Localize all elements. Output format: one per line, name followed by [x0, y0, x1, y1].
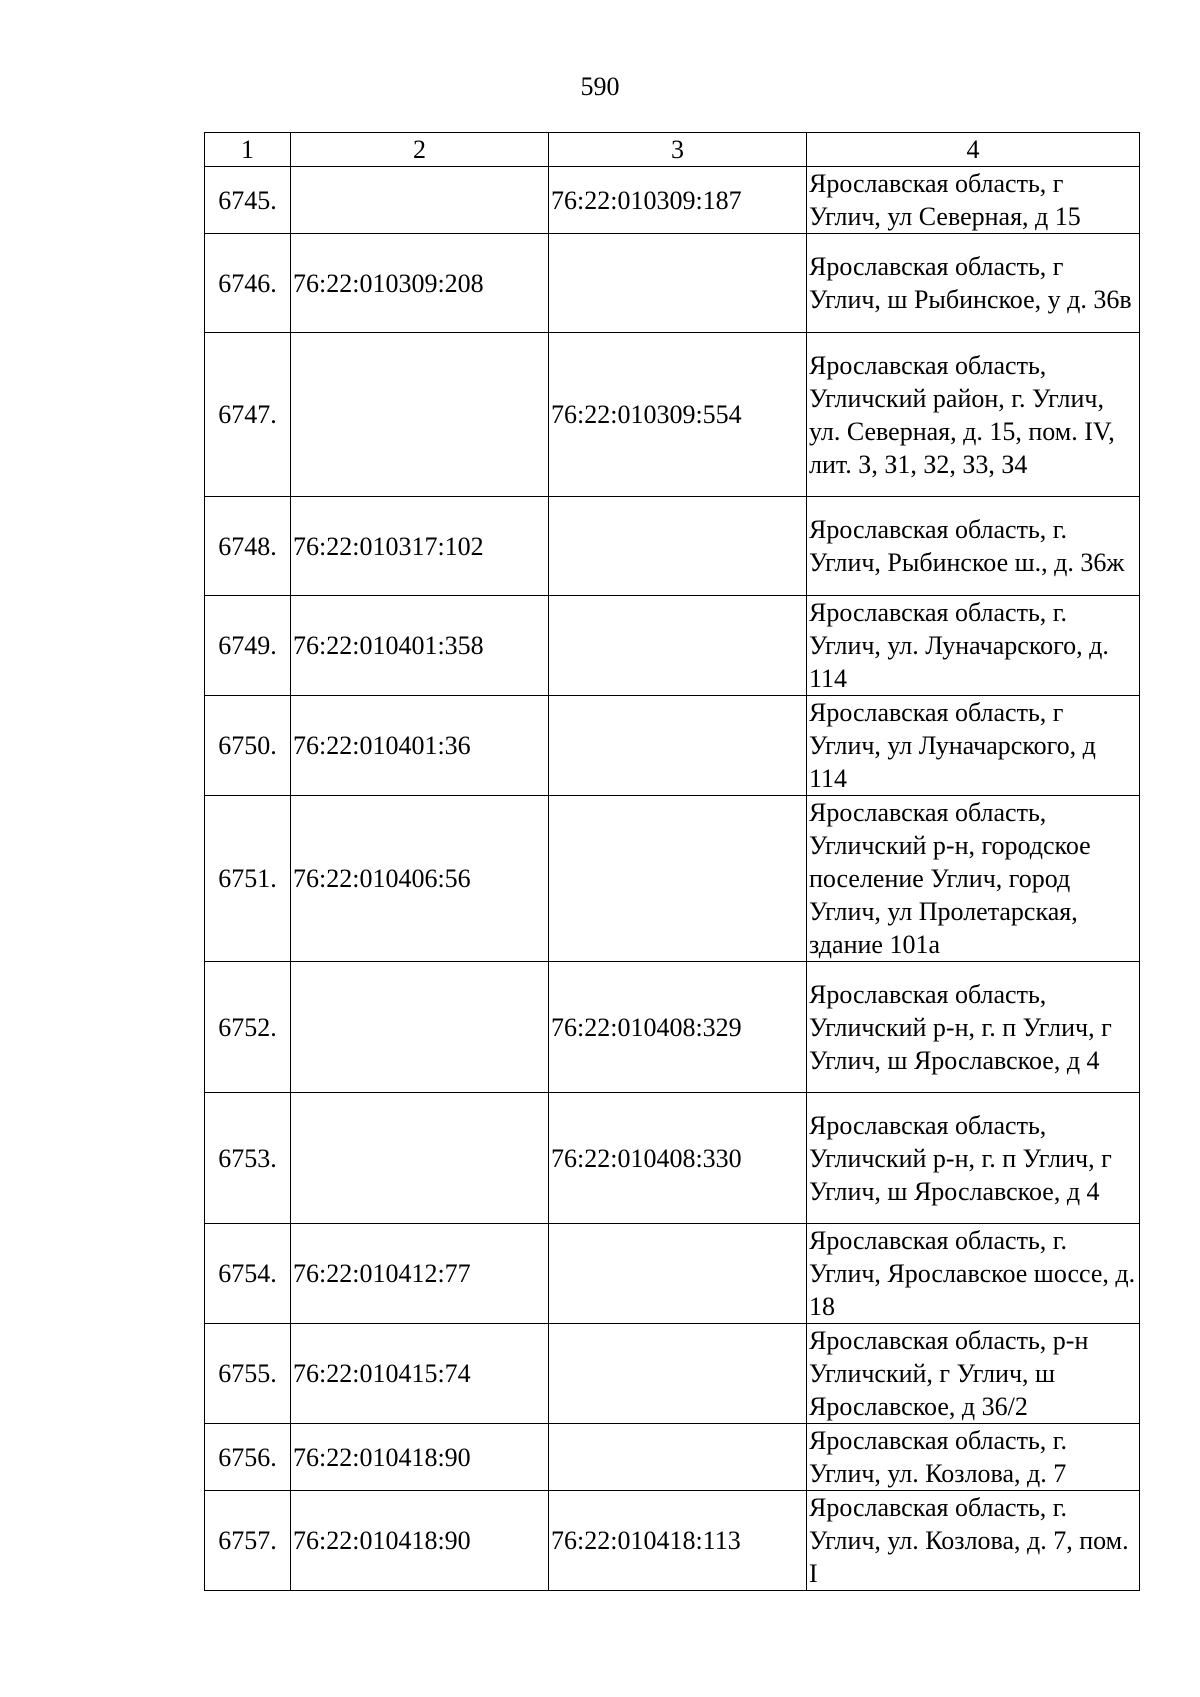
- address-cell: Ярославская область, Угличский р-н, г. п Углич, г Углич, ш Ярославское, д 4: [807, 962, 1140, 1093]
- cadastral-number-col3: [549, 796, 807, 962]
- table-row: [205, 333, 1140, 497]
- row-number: 6749.: [205, 596, 291, 696]
- row-number: 6750.: [205, 696, 291, 796]
- address-cell: Ярославская область, г Углич, ул Северная, д 15: [807, 167, 1140, 234]
- row-number: 6754.: [205, 1224, 291, 1324]
- header-cell-4: 4: [807, 133, 1140, 167]
- cadastral-number-col2: 76:22:010415:74: [291, 1324, 549, 1424]
- row-number: 6746.: [205, 234, 291, 333]
- cadastral-number-col2: 76:22:010406:56: [291, 796, 549, 962]
- page-number: 590: [580, 72, 620, 101]
- row-number: 6753.: [205, 1093, 291, 1224]
- cadastral-number-col2: [291, 962, 549, 1093]
- cadastral-number-col2: [291, 333, 549, 497]
- cadastral-number-col3: [549, 234, 807, 333]
- cadastral-number-col3: [549, 696, 807, 796]
- header-row: [205, 133, 1140, 167]
- address-cell: Ярославская область, г. Углич, ул. Луначарского, д. 114: [807, 596, 1140, 696]
- cadastral-number-col2: 76:22:010418:90: [291, 1491, 549, 1591]
- row-number: 6755.: [205, 1324, 291, 1424]
- row-number: 6756.: [205, 1424, 291, 1491]
- address-cell: Ярославская область, г. Углич, ул. Козлова, д. 7: [807, 1424, 1140, 1491]
- table-row: [205, 696, 1140, 796]
- table-row: [205, 596, 1140, 696]
- table-row: [205, 1491, 1140, 1591]
- row-number: 6747.: [205, 333, 291, 497]
- address-cell: Ярославская область, г. Углич, Ярославское шоссе, д. 18: [807, 1224, 1140, 1324]
- table-row: [205, 234, 1140, 333]
- cadastral-number-col2: 76:22:010309:208: [291, 234, 549, 333]
- cadastral-number-col2: 76:22:010418:90: [291, 1424, 549, 1491]
- cadastral-number-col3: 76:22:010309:554: [549, 333, 807, 497]
- row-number: 6745.: [205, 167, 291, 234]
- cadastral-number-col3: [549, 1224, 807, 1324]
- address-cell: Ярославская область, Угличский район, г. Углич, ул. Северная, д. 15, пом. IV, лит. З, З1, З2, З3, З4: [807, 333, 1140, 497]
- cadastral-number-col2: [291, 167, 549, 234]
- address-cell: Ярославская область, г Углич, ул Луначарского, д 114: [807, 696, 1140, 796]
- table-header: [205, 133, 1140, 167]
- row-number: 6748.: [205, 497, 291, 596]
- table-row: [205, 1093, 1140, 1224]
- address-cell: Ярославская область, Угличский р-н, городское поселение Углич, город Углич, ул Пролетарская, здание 101а: [807, 796, 1140, 962]
- address-cell: Ярославская область, г. Углич, Рыбинское ш., д. 36ж: [807, 497, 1140, 596]
- address-cell: Ярославская область, Угличский р-н, г. п Углич, г Углич, ш Ярославское, д 4: [807, 1093, 1140, 1224]
- table-row: [205, 1224, 1140, 1324]
- address-cell: Ярославская область, г. Углич, ул. Козлова, д. 7, пом. I: [807, 1491, 1140, 1591]
- cadastral-number-col2: 76:22:010401:358: [291, 596, 549, 696]
- cadastral-number-col3: [549, 596, 807, 696]
- table-body: [205, 167, 1140, 1591]
- cadastral-number-col3: [549, 497, 807, 596]
- row-number: 6751.: [205, 796, 291, 962]
- row-number: 6752.: [205, 962, 291, 1093]
- header-cell-2: 2: [291, 133, 549, 167]
- header-cell-3: 3: [549, 133, 807, 167]
- address-cell: Ярославская область, г Углич, ш Рыбинское, у д. 36в: [807, 234, 1140, 333]
- cadastral-number-col3: 76:22:010309:187: [549, 167, 807, 234]
- address-cell: Ярославская область, р-н Угличский, г Углич, ш Ярославское, д 36/2: [807, 1324, 1140, 1424]
- table-row: [205, 167, 1140, 234]
- cadastral-number-col2: 76:22:010401:36: [291, 696, 549, 796]
- row-number: 6757.: [205, 1491, 291, 1591]
- cadastral-number-col3: 76:22:010418:113: [549, 1491, 807, 1591]
- registry-table: [204, 132, 1140, 1591]
- cadastral-number-col2: 76:22:010412:77: [291, 1224, 549, 1324]
- table-row: [205, 1324, 1140, 1424]
- cadastral-number-col3: 76:22:010408:329: [549, 962, 807, 1093]
- header-cell-1: 1: [205, 133, 291, 167]
- cadastral-number-col3: 76:22:010408:330: [549, 1093, 807, 1224]
- table-row: [205, 962, 1140, 1093]
- cadastral-number-col2: 76:22:010317:102: [291, 497, 549, 596]
- table-row: [205, 497, 1140, 596]
- cadastral-number-col2: [291, 1093, 549, 1224]
- cadastral-number-col3: [549, 1424, 807, 1491]
- cadastral-number-col3: [549, 1324, 807, 1424]
- table-row: [205, 796, 1140, 962]
- table-row: [205, 1424, 1140, 1491]
